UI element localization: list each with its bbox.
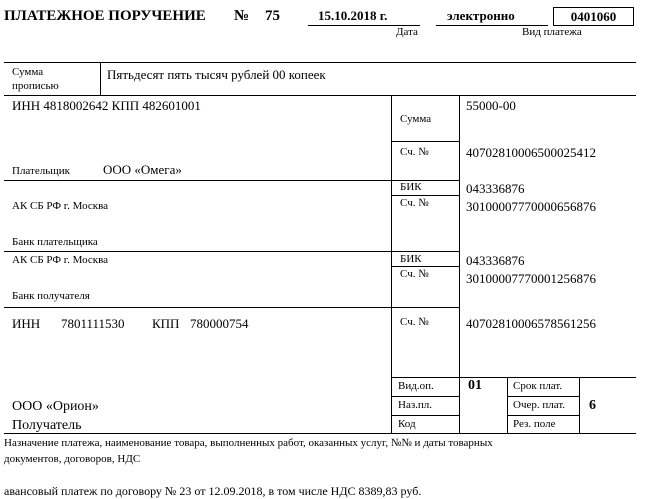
payee-bik: 043336876 bbox=[466, 253, 525, 268]
payee-name: ООО «Орион» bbox=[12, 399, 99, 414]
payee-bank-name: АК СБ РФ г. Москва bbox=[12, 254, 109, 266]
rez-pole-label: Рез. поле bbox=[513, 418, 556, 430]
payee-label: Получатель bbox=[12, 418, 82, 433]
sum-label: Сумма bbox=[400, 113, 432, 125]
payee-account: 40702810006578561256 bbox=[466, 316, 596, 331]
payer-corr-account: 30100007770000656876 bbox=[466, 199, 596, 214]
ocher-plat-label: Очер. плат. bbox=[513, 399, 566, 411]
payment-type-caption: Вид платежа bbox=[522, 26, 582, 38]
codes-top-line bbox=[391, 377, 636, 378]
main-divider-right bbox=[459, 95, 460, 433]
sum-value: 55000-00 bbox=[466, 98, 516, 113]
purpose-caption-line-1: Назначение платежа, наименование товара, выполненных работ, оказанных услуг, №№ и даты товарных bbox=[4, 437, 493, 449]
vid-op-label: Вид.оп. bbox=[398, 380, 434, 392]
payer-bik: 043336876 bbox=[466, 181, 525, 196]
payee-kpp-label: КПП bbox=[152, 316, 180, 331]
number-label: № bbox=[234, 8, 250, 24]
amount-words-divider bbox=[100, 62, 101, 95]
srok-plat-label: Срок плат. bbox=[513, 380, 563, 392]
payee-bank-label: Банк получателя bbox=[12, 290, 90, 302]
srok-bottom-line bbox=[507, 396, 579, 397]
payee-kpp: 780000754 bbox=[190, 316, 249, 331]
amount-words-label-2: прописью bbox=[12, 80, 59, 92]
amount-words-top-line bbox=[4, 62, 636, 63]
payer-bank-bottom-line bbox=[4, 251, 459, 252]
naz-pl-label: Наз.пл. bbox=[398, 399, 433, 411]
document-title: ПЛАТЕЖНОЕ ПОРУЧЕНИЕ bbox=[4, 8, 206, 24]
document-date: 15.10.2018 г. bbox=[318, 8, 388, 23]
purpose-text: авансовый платеж по договору № 23 от 12.09.2018, в том числе НДС 8389,83 руб. bbox=[4, 484, 422, 498]
payee-bank-bottom-line bbox=[4, 307, 459, 308]
payee-inn-label: ИНН bbox=[12, 316, 41, 331]
ocher-bottom-line bbox=[507, 415, 579, 416]
payer-bank-name: АК СБ РФ г. Москва bbox=[12, 200, 109, 212]
payee-corr-label: Сч. № bbox=[400, 268, 429, 280]
payer-account: 40702810006500025412 bbox=[466, 145, 596, 160]
naz-pl-bottom-line bbox=[391, 415, 459, 416]
payment-type: электронно bbox=[447, 8, 515, 23]
payee-bik-bottom-line bbox=[391, 266, 459, 267]
payer-label: Плательщик bbox=[12, 165, 70, 177]
ocher-plat-value: 6 bbox=[589, 398, 596, 413]
payee-bik-label: БИК bbox=[400, 253, 422, 265]
document-number: 75 bbox=[265, 8, 280, 24]
amount-words-label-1: Сумма bbox=[12, 66, 44, 78]
payer-name: ООО «Омега» bbox=[103, 162, 182, 177]
form-code: 0401060 bbox=[570, 9, 617, 24]
grid-bottom-line bbox=[4, 433, 636, 434]
payee-inn: 7801111530 bbox=[61, 316, 125, 331]
payer-bik-label: БИК bbox=[400, 181, 422, 193]
payer-bik-bottom-line bbox=[391, 195, 459, 196]
payer-bottom-line bbox=[4, 180, 459, 181]
payee-corr-account: 30100007770001256876 bbox=[466, 271, 596, 286]
amount-words-bottom-line bbox=[4, 95, 636, 96]
amount-words-value: Пятьдесят пять тысяч рублей 00 копеек bbox=[107, 67, 326, 82]
vid-op-value: 01 bbox=[468, 378, 482, 393]
payer-account-label: Сч. № bbox=[400, 146, 429, 158]
main-divider-left bbox=[391, 95, 392, 433]
form-code-box bbox=[553, 7, 634, 26]
purpose-caption-line-2: документов, договоров, НДС bbox=[4, 453, 141, 465]
sum-bottom-line bbox=[391, 141, 459, 142]
vid-op-bottom-line bbox=[391, 396, 459, 397]
payer-inn-kpp: ИНН 4818002642 КПП 482601001 bbox=[12, 98, 201, 113]
codes-divider-2 bbox=[579, 377, 580, 433]
payee-account-label: Сч. № bbox=[400, 316, 429, 328]
kod-label: Код bbox=[398, 418, 416, 430]
payer-bank-label: Банк плательщика bbox=[12, 236, 98, 248]
date-caption: Дата bbox=[396, 26, 418, 38]
codes-divider-1 bbox=[507, 377, 508, 433]
payer-corr-label: Сч. № bbox=[400, 197, 429, 209]
